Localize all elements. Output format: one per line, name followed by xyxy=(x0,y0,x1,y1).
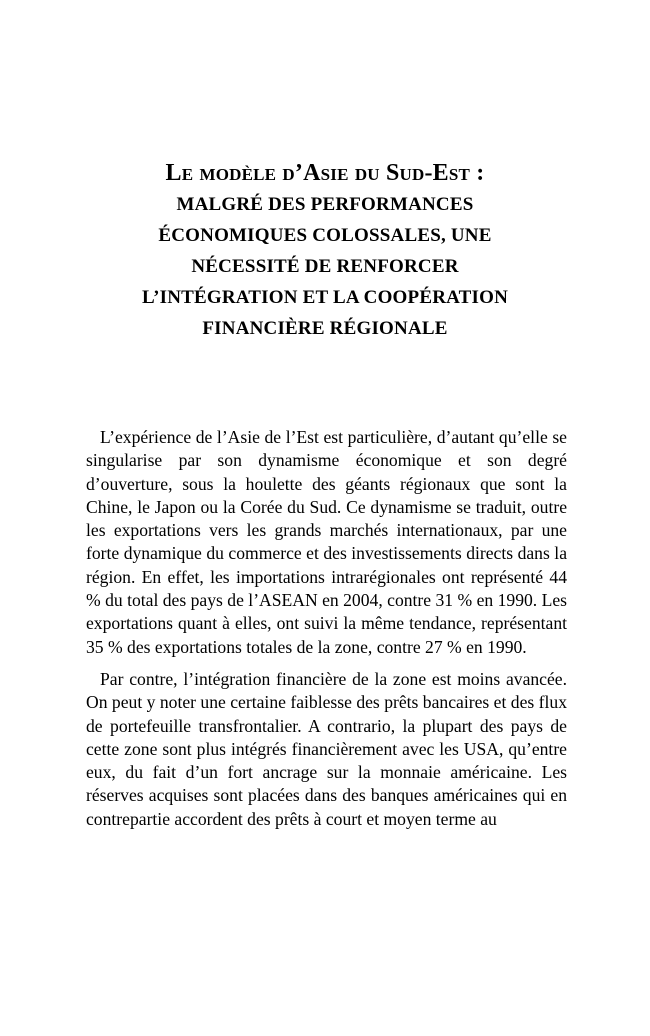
chapter-title-line-2: MALGRÉ DES PERFORMANCES xyxy=(176,194,474,215)
chapter-title-line-3: ÉCONOMIQUES COLOSSALES, UNE xyxy=(158,225,492,246)
chapter-title xyxy=(80,158,570,344)
chapter-title-line-5: L’INTÉGRATION ET LA COOPÉRATION xyxy=(141,287,509,308)
chapter-title-line-6: FINANCIÈRE RÉGIONALE xyxy=(202,318,448,339)
chapter-title-line-4: NÉCESSITÉ DE RENFORCER xyxy=(191,256,459,277)
body-text xyxy=(86,426,567,831)
paragraph-2: Par contre, l’intégration financière de la zone est moins avancée. On peut y noter une certaine faiblesse des prêts bancaires et des flux de portefeuille transfrontalier. A contrario, la plupart des pays de cette zone sont plus intégrés financièrement avec les USA, qu’entre eux, du fait d’un fort ancrage sur la monnaie américaine. Les réserves acquises sont placées dans des banques américaines qui en contrepartie accordent des prêts à court et moyen terme au xyxy=(86,668,567,829)
chapter-title-line-1: Le modèle d’Asie du Sud-Est : xyxy=(165,160,485,186)
paragraph-1: L’expérience de l’Asie de l’Est est particulière, d’autant qu’elle se singularise par son dynamisme économique et son degré d’ouverture, sous la houlette des géants régionaux que sont la Chine, le Japon ou la Corée du Sud. Ce dynamisme se traduit, outre les exportations vers les grands marchés internationaux, par une forte dynamique du commerce et des investissements directs dans la région. En effet, les importations intrarégionales ont représenté 44 % du total des pays de l’ASEAN en 2004, contre 31 % en 1990. Les exportations quant à elles, ont suivi la même tendance, représentant 35 % des exportations totales de la zone, contre 27 % en 1990. xyxy=(86,427,567,657)
